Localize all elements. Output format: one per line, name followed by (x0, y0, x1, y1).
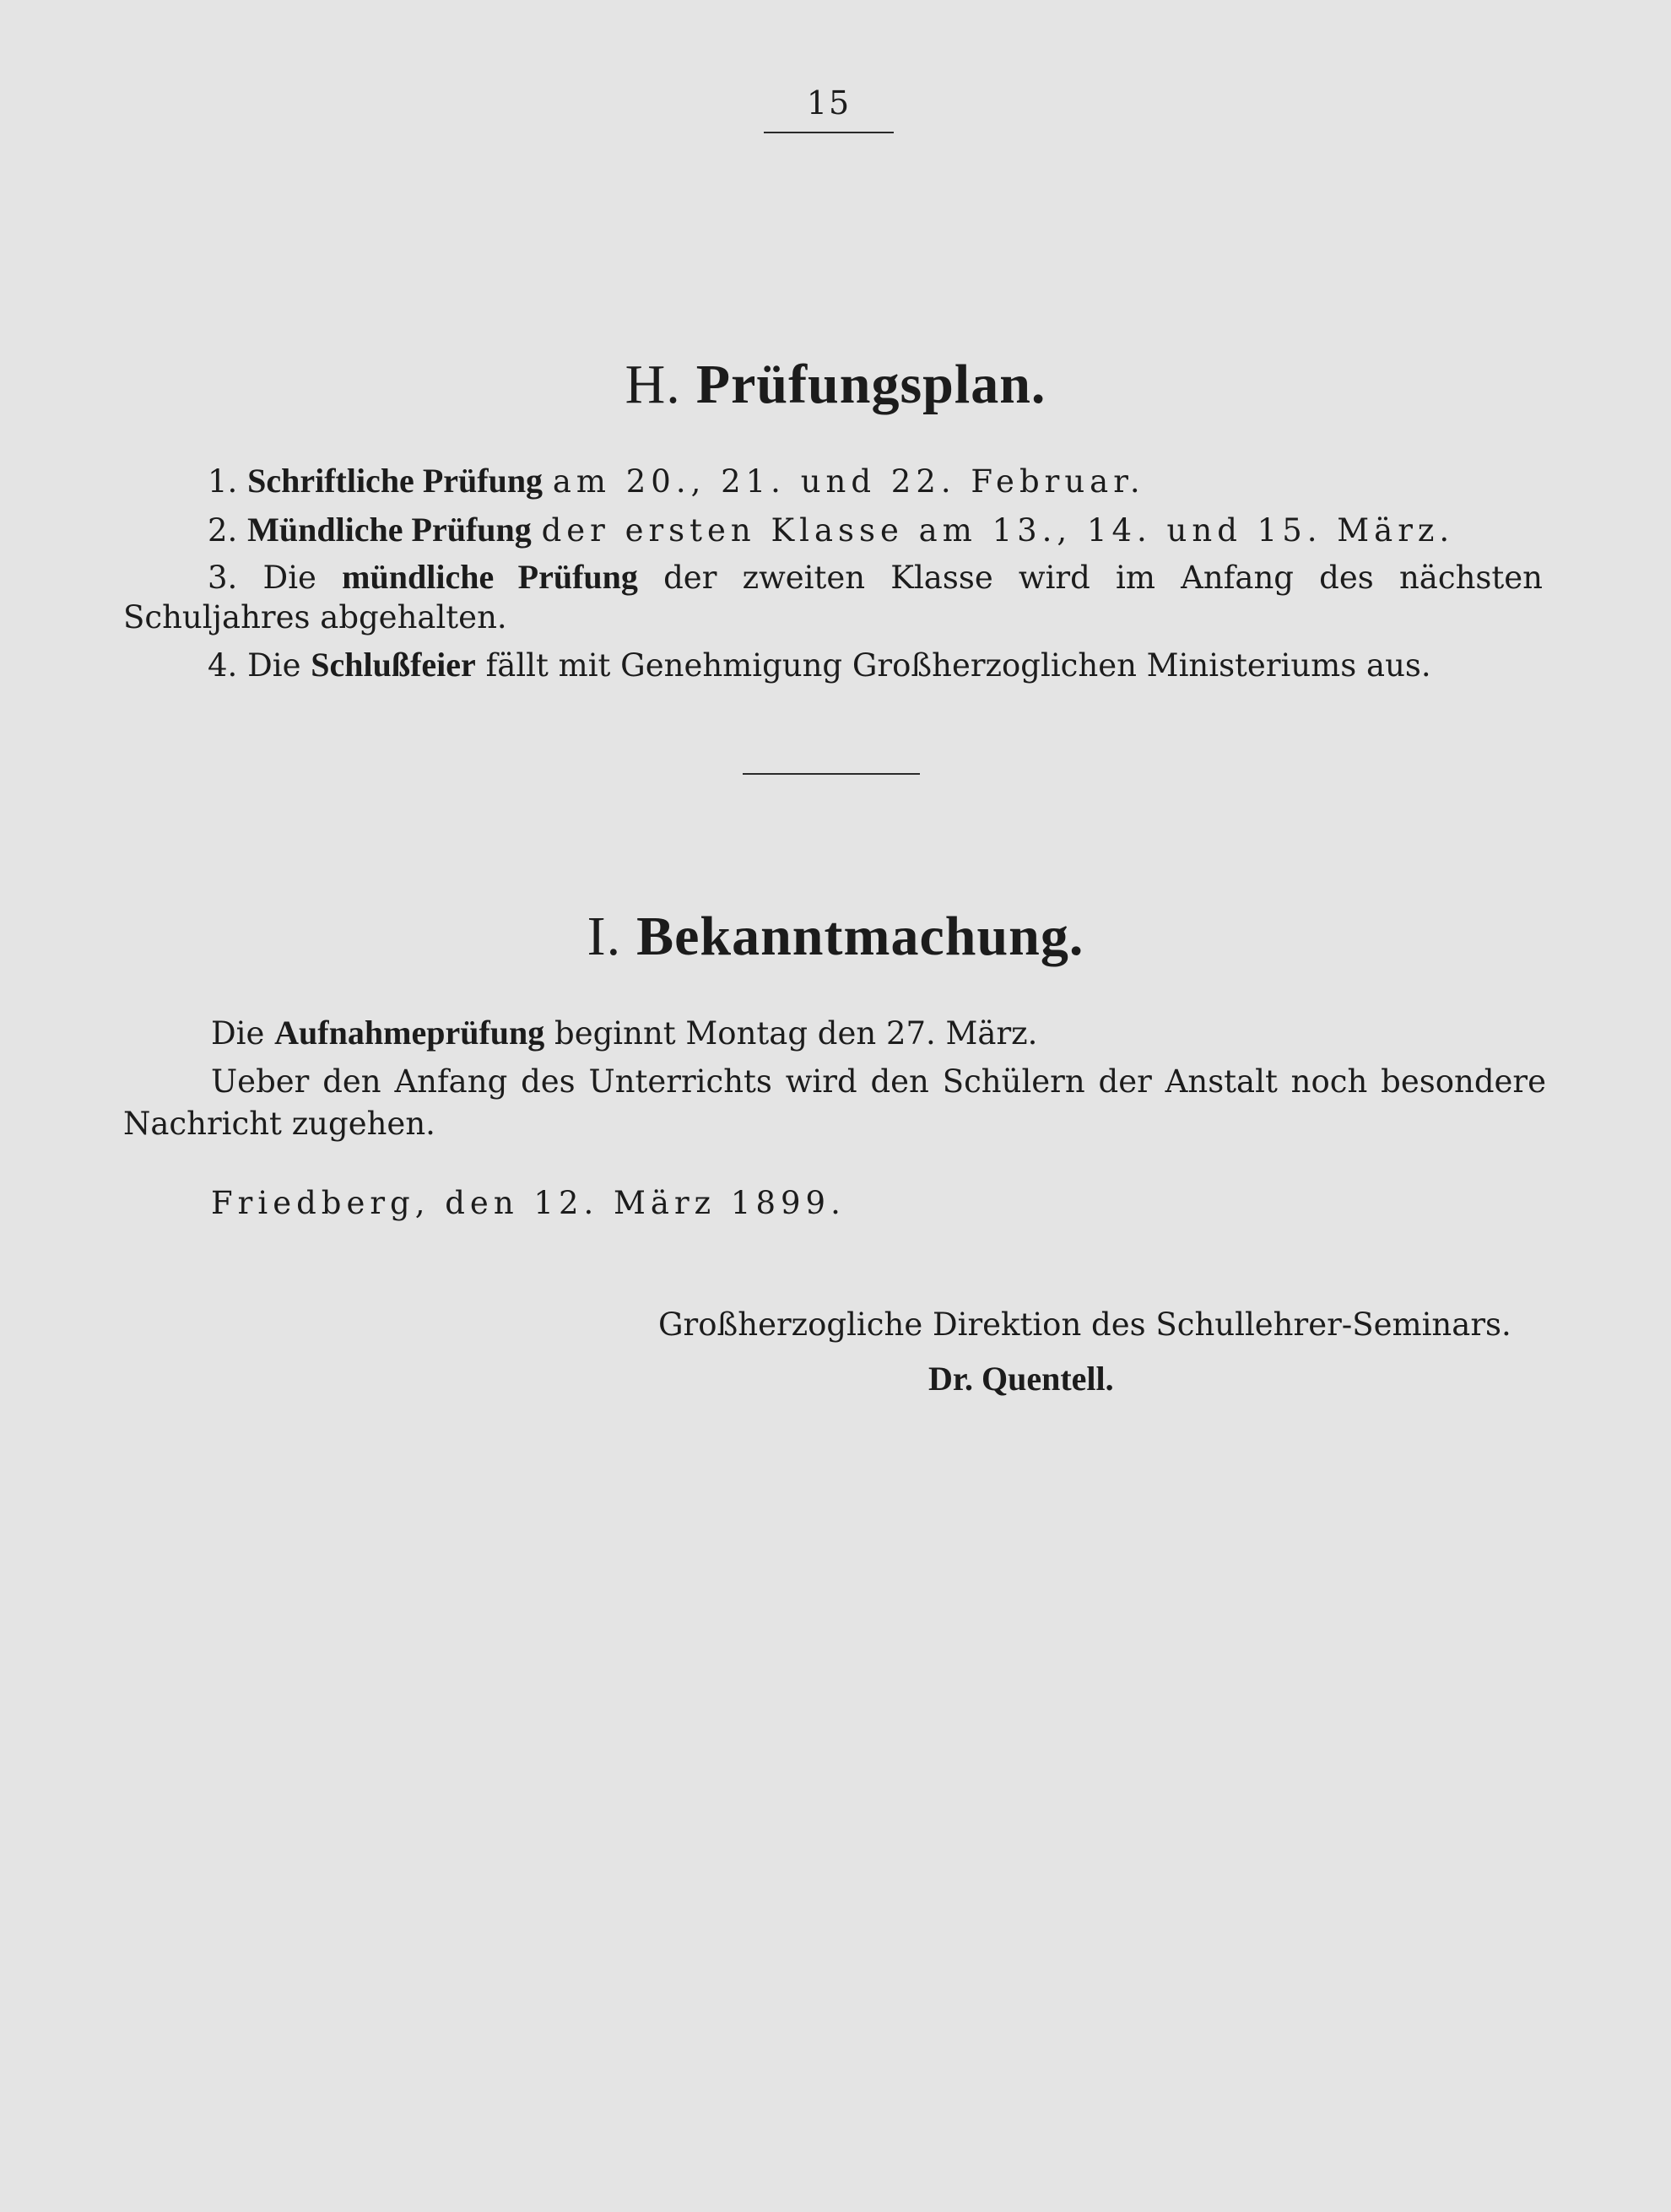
plan-item-4-pre: Die (247, 647, 301, 684)
page-number-rule (764, 132, 894, 133)
notice-1-text: beginnt Montag den 27. März. (554, 1015, 1038, 1052)
plan-item-1-number: 1. (208, 463, 238, 500)
notice-1-pre: Die (211, 1015, 265, 1052)
section-i-letter: I. (587, 906, 622, 967)
notice-paragraph-1 (211, 1013, 1037, 1054)
page-number: 15 (806, 84, 852, 122)
section-h-letter: H. (625, 354, 681, 415)
notice-1-bold: Aufnahmeprüfung (274, 1014, 545, 1052)
notice-paragraph-2: Ueber den Anfang des Unterrichts wird den Schülern der Anstalt noch besondere (211, 1063, 1546, 1100)
plan-item-1 (208, 461, 1145, 502)
plan-item-2-bold: Mündliche Prüfung (247, 511, 532, 549)
section-divider (743, 773, 920, 775)
plan-item-3-bold: mündliche Prüfung (342, 558, 638, 596)
plan-item-3-number: 3. (208, 560, 238, 596)
plan-item-3-text: der zweiten Klasse wird im Anfang des nächsten (663, 560, 1543, 596)
plan-item-4-text: fällt mit Genehmigung Großherzoglichen Ministeriums aus. (485, 647, 1431, 684)
signature-name: Dr. Quentell. (928, 1360, 1114, 1398)
plan-item-2-number: 2. (208, 512, 238, 549)
plan-item-2 (208, 510, 1454, 551)
plan-item-1-bold: Schriftliche Prüfung (247, 462, 543, 500)
plan-item-1-text: am 20., 21. und 22. Februar. (552, 463, 1145, 500)
section-h-heading (0, 353, 1671, 417)
signature-organization: Großherzogliche Direktion des Schullehrer-Seminars. (658, 1306, 1511, 1343)
notice-paragraph-2-continuation: Nachricht zugehen. (123, 1106, 435, 1142)
plan-item-4-bold: Schlußfeier (311, 646, 476, 684)
plan-item-3-pre: Die (262, 560, 316, 596)
plan-item-4 (208, 645, 1431, 686)
place-date: Friedberg, den 12. März 1899. (211, 1185, 846, 1221)
plan-item-2-text: der ersten Klasse am 13., 14. und 15. März. (541, 512, 1455, 549)
plan-item-3-continuation: Schuljahres abgehalten. (123, 599, 507, 635)
section-i-title: Bekanntmachung. (636, 906, 1084, 967)
plan-item-4-number: 4. (208, 647, 238, 684)
section-h-title: Prüfungsplan. (695, 354, 1046, 415)
plan-item-3 (208, 557, 1543, 598)
section-i-heading (0, 905, 1671, 969)
